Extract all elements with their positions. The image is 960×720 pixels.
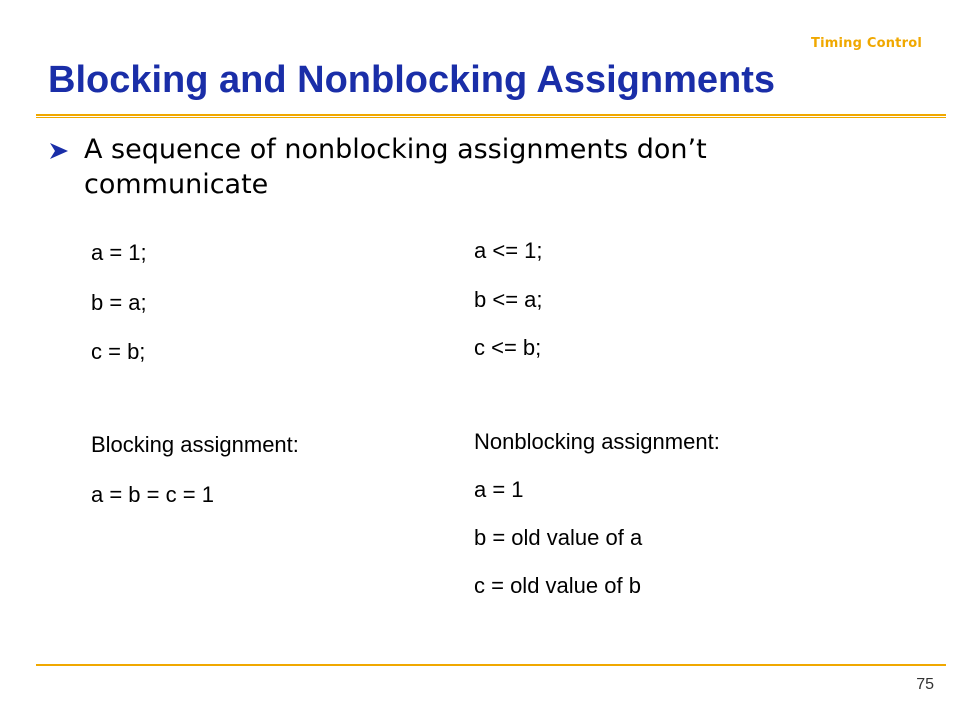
title-rule xyxy=(36,114,946,118)
result-line: a = 1 xyxy=(474,477,524,502)
footer-rule xyxy=(36,664,946,666)
result-heading: Nonblocking assignment: xyxy=(474,429,720,454)
code-line: c = b; xyxy=(91,339,146,364)
code-line: b = a; xyxy=(91,290,147,315)
code-line: c <= b; xyxy=(474,335,542,360)
bullet-text-line: A sequence of nonblocking assignments don’t xyxy=(84,134,707,165)
code-line: a <= 1; xyxy=(474,238,543,263)
result-line: b = old value of a xyxy=(474,525,643,550)
result-heading: Blocking assignment: xyxy=(91,432,299,457)
result-line: a = b = c = 1 xyxy=(91,482,214,507)
section-tag: Timing Control xyxy=(811,36,922,51)
bullet-text xyxy=(84,132,707,202)
result-line: c = old value of b xyxy=(474,573,641,598)
arrow-bullet-icon xyxy=(48,132,84,168)
page-title: Blocking and Nonblocking Assignments xyxy=(48,59,775,101)
code-line: a = 1; xyxy=(91,240,147,265)
page-number: 75 xyxy=(916,676,934,693)
bullet-text-line: communicate xyxy=(84,169,269,200)
bullet-point xyxy=(48,132,908,202)
code-line: b <= a; xyxy=(474,287,543,312)
